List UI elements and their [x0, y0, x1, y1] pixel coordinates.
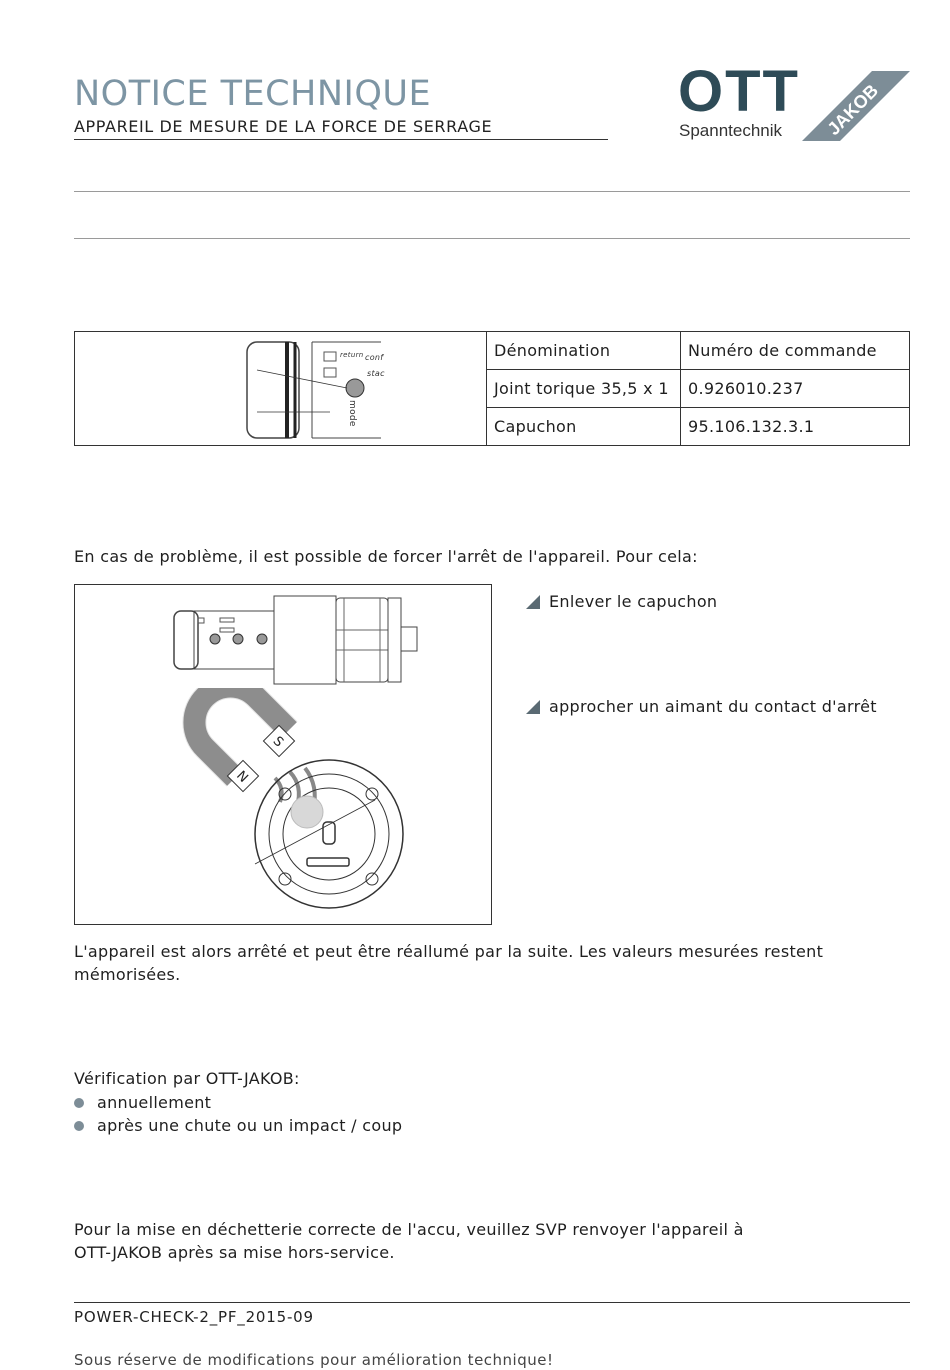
- logo-corner-band: [800, 71, 910, 143]
- logo-tagline: Spanntechnik: [679, 121, 783, 140]
- table-cell: 95.106.132.3.1: [681, 408, 910, 446]
- parts-image-cell: [75, 332, 487, 446]
- dot-bullet-icon: [74, 1121, 84, 1131]
- table-header: Numéro de commande: [681, 332, 910, 370]
- step-text: approcher un aimant du contact d'arrêt: [549, 697, 877, 716]
- device-cap-illustration: [75, 332, 486, 445]
- device-side-illustration: [75, 585, 491, 689]
- footer-rule: [74, 1302, 910, 1303]
- title-underline: [74, 139, 608, 140]
- step-text: Enlever le capuchon: [549, 592, 718, 611]
- table-cell: 0.926010.237: [681, 370, 910, 408]
- verification-item: [74, 1091, 211, 1114]
- result-line: L'appareil est alors arrêté et peut être réallumé par la suite. Les valeurs mesurées restent: [74, 942, 824, 961]
- svg-text:conf: conf: [365, 353, 384, 362]
- verification-heading: Vérification par OTT-JAKOB:: [74, 1069, 300, 1088]
- company-logo: [672, 58, 912, 148]
- footer-disclaimer: Sous réserve de modifications pour amélioration technique!: [74, 1351, 554, 1369]
- disposal-line: OTT-JAKOB après sa mise hors-service.: [74, 1243, 395, 1262]
- svg-text:return: return: [340, 351, 364, 359]
- section-rule: [74, 191, 910, 192]
- document-code: POWER-CHECK-2_PF_2015-09: [74, 1308, 314, 1326]
- disposal-line: Pour la mise en déchetterie correcte de l'accu, veuillez SVP renvoyer l'appareil à: [74, 1220, 744, 1239]
- verification-item: [74, 1114, 402, 1137]
- shutdown-result: [74, 940, 823, 986]
- parts-table: [74, 331, 910, 446]
- figure-magnet: [74, 688, 492, 925]
- svg-text:N: N: [233, 768, 251, 786]
- svg-text:S: S: [269, 733, 287, 751]
- magnet-illustration: [75, 688, 491, 924]
- section-rule: [74, 238, 910, 239]
- triangle-bullet-icon: [526, 595, 540, 609]
- verification-item-text: annuellement: [97, 1093, 212, 1112]
- result-line: mémorisées.: [74, 965, 181, 984]
- svg-text:mode: mode: [347, 400, 357, 427]
- figure-device-side: [74, 584, 492, 690]
- step-apply-magnet: [526, 695, 877, 718]
- table-cell: Capuchon: [487, 408, 681, 446]
- disposal-text: [74, 1218, 744, 1264]
- dot-bullet-icon: [74, 1098, 84, 1108]
- page-subtitle: APPAREIL DE MESURE DE LA FORCE DE SERRAGE: [74, 117, 493, 136]
- table-header: Dénomination: [487, 332, 681, 370]
- triangle-bullet-icon: [526, 700, 540, 714]
- svg-text:stac: stac: [367, 369, 385, 378]
- page-title: NOTICE TECHNIQUE: [74, 74, 432, 114]
- shutdown-intro: En cas de problème, il est possible de forcer l'arrêt de l'appareil. Pour cela:: [74, 547, 698, 566]
- verification-item-text: après une chute ou un impact / coup: [97, 1116, 403, 1135]
- logo-corner-text: JAKOB: [823, 80, 883, 140]
- table-cell: Joint torique 35,5 x 1: [487, 370, 681, 408]
- logo-brand: OTT: [678, 59, 800, 124]
- step-remove-cap: [526, 590, 717, 613]
